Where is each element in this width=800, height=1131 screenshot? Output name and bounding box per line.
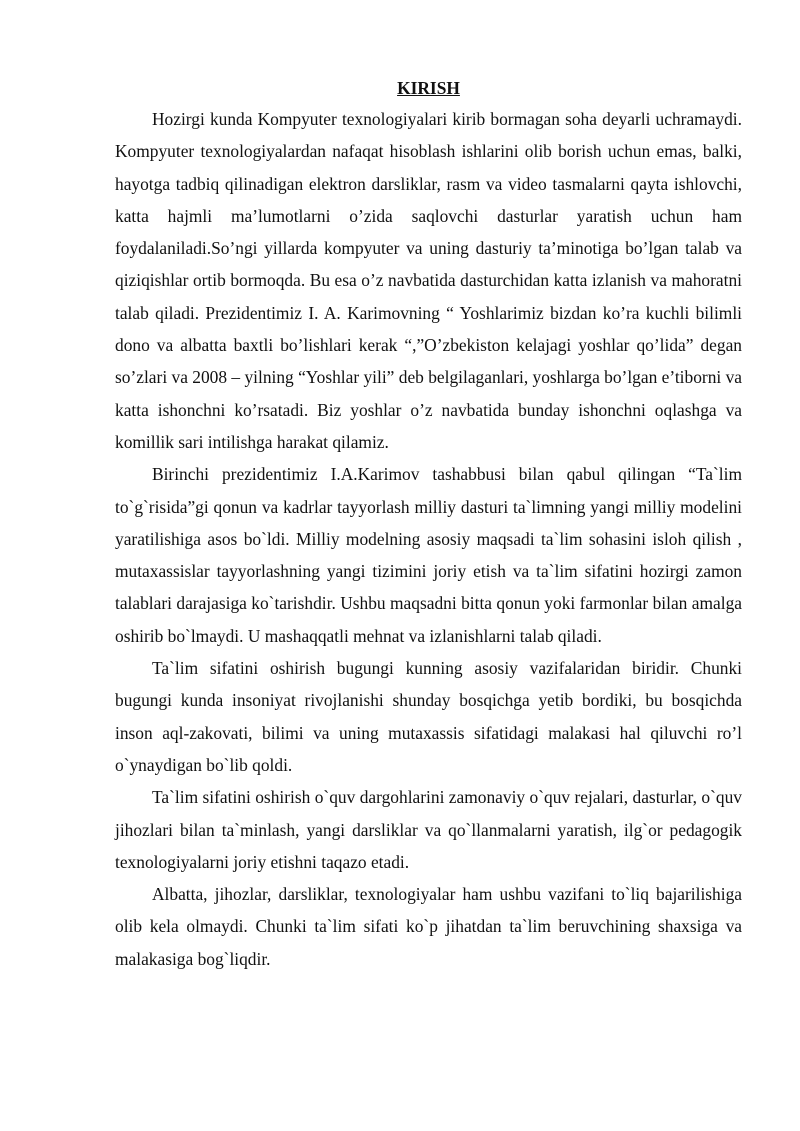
paragraph-education-quality: Ta`lim sifatini oshirish bugungi kunning asosiy vazifalaridan biridir. Chunki bugungi kunda insoniyat rivojlanishi shunday bosqichga yetib bordiki, bu bosqichda inson aql-zakovati, bilimi va uning mutaxassis sifatidagi malakasi hal qiluvchi ro’l o`ynaydigan bo`lib qoldi. [115,658,742,775]
page-title: KIRISH [397,78,460,98]
paragraph-education-law: Birinchi prezidentimiz I.A.Karimov tashabbusi bilan qabul qilingan “Ta`lim to`g`risida”gi qonun va kadrlar tayyorlash milliy dasturi ta`limning yangi milliy modelini yaratilishiga asos bo`ldi. Milliy modelning asosiy maqsadi ta`lim sohasini isloh qilish , mutaxassislar tayyorlashning yangi tizimini joriy etish va ta`lim sifatini hozirgi zamon talablari darajasiga ko`tarishdir. Ushbu maqsadni bitta qonun yoki farmonlar bilan amalga oshirib bo`lmaydi. U mashaqqatli mehnat va izlanishlarni talab qiladi. [115,464,742,646]
paragraph-intro: Hozirgi kunda Kompyuter texnologiyalari kirib bormagan soha deyarli uchramaydi. Kompyuter texnologiyalardan nafaqat hisoblash ishlarini olib borish uchun emas, balki, hayotga tadbiq qilinadigan elektron darsliklar, rasm va video tasmalarni qayta ishlovchi, katta hajmli ma’lumotlarni o’zida saqlovchi dasturlar yaratish uchun ham foydalaniladi.So’ngi yillarda kompyuter va uning dasturiy ta’minotiga bo’lgan talab va qiziqishlar ortib bormoqda. Bu esa o’z navbatida dasturchidan katta izlanish va mahoratni talab qiladi. Prezidentimiz I. A. Karimovning “ Yoshlarimiz bizdan ko’ra kuchli bilimli dono va albatta baxtli bo’lishlari kerak “,”O’zbekiston kelajagi yoshlar qo’lida” degan so’zlari va 2008 – yilning “Yoshlar yili” deb belgilaganlari, yoshlarga bo’lgan e’tiborni va katta ishonchni ko’rsatadi. Biz yoshlar o’z navbatida bunday ishonchni oqlashga va komillik sari intilishga harakat qilamiz. [115,109,742,452]
paragraph-equipment: Ta`lim sifatini oshirish o`quv dargohlarini zamonaviy o`quv rejalari, dasturlar, o`quv jihozlari bilan ta`minlash, yangi darsliklar va qo`llanmalarni yaratish, ilg`or pedagogik texnologiyalarni joriy etishni taqazo etadi. [115,787,742,872]
paragraph-teacher: Albatta, jihozlar, darsliklar, texnologiyalar ham ushbu vazifani to`liq bajarilishiga olib kela olmaydi. Chunki ta`lim sifati ko`p jihatdan ta`lim beruvchining shaxsiga va malakasiga bog`liqdir. [115,884,742,969]
document-page [115,76,742,975]
